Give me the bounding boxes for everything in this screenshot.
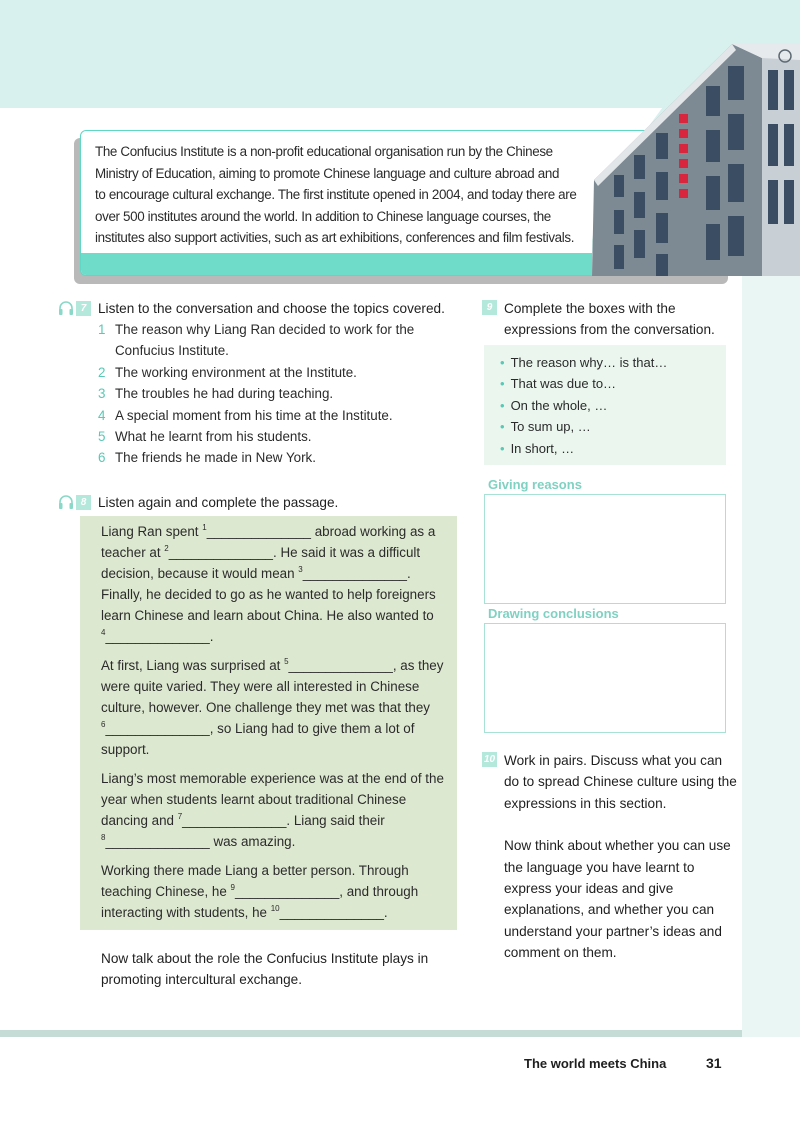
list-item [98, 362, 438, 383]
list-item [98, 447, 438, 468]
info-line: The Confucius Institute is a non-profit educational organisation run by the Chinese [95, 144, 553, 159]
list-item [98, 426, 438, 447]
list-item [500, 438, 726, 459]
list-number: 5 [98, 429, 106, 445]
expression-text: On the whole, … [510, 397, 608, 413]
passage-box [80, 516, 457, 930]
blank-number: 2 [164, 544, 169, 553]
passage-text: . Finally, he decided to go as he wanted to help foreigners learn Chinese and learn about China. He also wanted to [101, 566, 436, 623]
passage-paragraph [101, 521, 445, 647]
info-line: institutes also support activities, such as art exhibitions, conferences and film festivals. [95, 230, 575, 246]
blank-number: 4 [101, 628, 106, 637]
list-item [500, 395, 726, 416]
section-9-instruction: Complete the boxes with the expressions from the conversation. [504, 301, 715, 337]
expression-text: In short, … [510, 440, 575, 456]
list-item [500, 373, 726, 394]
page-number: 31 [706, 1055, 722, 1071]
list-text: What he learnt from his students. [115, 429, 312, 445]
expression-text: To sum up, … [510, 419, 591, 435]
list-number: 4 [98, 407, 106, 423]
passage-text: Liang Ran spent [101, 524, 203, 539]
passage-text: Liang’s most memorable experience was at the end of the year when students learnt about traditional Chinese dancing and [101, 771, 444, 828]
section-number-badge: 9 [482, 300, 497, 315]
blank-9[interactable]: ______________ [235, 884, 340, 899]
pair-work-paragraph: Work in pairs. Discuss what you can do to spread Chinese culture using the expressions in this section. [504, 753, 737, 811]
list-item [98, 405, 438, 426]
passage-text: . Liang said their [286, 813, 385, 828]
bullet-icon: • [500, 440, 505, 456]
institute-building-image [582, 40, 800, 276]
section-number-badge: 7 [76, 301, 91, 316]
section-10-header [482, 750, 502, 767]
topic-list [98, 319, 438, 469]
blank-1[interactable]: ______________ [206, 524, 311, 539]
blank-2[interactable]: ______________ [168, 545, 273, 560]
info-card-text [95, 141, 585, 249]
blank-number: 6 [101, 720, 106, 729]
list-item [98, 383, 438, 404]
blank-number: 5 [284, 657, 289, 666]
bottom-strip [0, 1030, 742, 1037]
passage-text: , as they were quite varied. They were all interested in Chinese culture, however. One challenge they met was that they [101, 658, 444, 715]
bullet-icon: • [500, 419, 505, 435]
list-text: The troubles he had during teaching. [115, 386, 334, 402]
section-7-header [58, 298, 458, 319]
reflection-paragraph: Now think about whether you can use the language you have learnt to express your ideas and give explanations, and whether you can understand your partner’s ideas and comment on them. [504, 838, 731, 961]
info-line: Ministry of Education, aiming to promote Chinese language and culture abroad and [95, 165, 560, 181]
section-number-badge: 10 [483, 754, 496, 765]
giving-reasons-box[interactable] [484, 494, 726, 604]
bullet-icon: • [500, 376, 505, 392]
expression-list [484, 345, 726, 465]
giving-reasons-label: Giving reasons [488, 477, 582, 492]
passage-paragraph [101, 655, 445, 760]
passage-text: At first, Liang was surprised at [101, 658, 285, 673]
section-number-badge: 8 [76, 495, 91, 510]
list-text: The working environment at the Institute. [115, 364, 357, 380]
blank-6[interactable]: ______________ [105, 721, 210, 736]
list-text: The reason why Liang Ran decided to work for the Confucius Institute. [115, 322, 415, 359]
blank-number: 1 [202, 523, 207, 532]
expression-text: That was due to… [510, 376, 617, 392]
passage-text: , so Liang had to give them a lot of support. [101, 721, 415, 757]
pair-work-text [504, 750, 740, 964]
drawing-conclusions-label: Drawing conclusions [488, 606, 619, 621]
info-line: to encourage cultural exchange. The first institute opened in 2004, and today there are [95, 187, 577, 203]
blank-5[interactable]: ______________ [288, 658, 393, 673]
list-number: 6 [98, 450, 106, 466]
list-text: The friends he made in New York. [115, 450, 316, 466]
blank-number: 8 [101, 833, 106, 842]
section-8-instruction: Listen again and complete the passage. [98, 495, 339, 510]
list-item [98, 319, 438, 362]
passage-text: . He said it was a difficult decision, because it would mean [101, 545, 421, 581]
list-number: 2 [98, 364, 106, 380]
blank-8[interactable]: ______________ [105, 834, 210, 849]
blank-number: 10 [270, 904, 280, 913]
list-number: 1 [98, 322, 106, 337]
info-line: over 500 institutes around the world. In addition to Chinese language courses, the [95, 208, 551, 224]
passage-text: abroad working as a teacher at [101, 524, 436, 560]
expression-text: The reason why… is that… [510, 355, 668, 370]
blank-10[interactable]: ______________ [279, 905, 384, 920]
headphones-icon [58, 494, 74, 510]
passage-text: , and through interacting with students, he [101, 884, 419, 920]
blank-number: 3 [298, 565, 303, 574]
blank-4[interactable]: ______________ [105, 629, 210, 644]
bullet-icon: • [500, 355, 505, 370]
list-item [500, 352, 726, 373]
blank-number: 9 [230, 883, 235, 892]
list-item [500, 416, 726, 437]
section-7-instruction: Listen to the conversation and choose the topics covered. [98, 301, 445, 316]
headphones-icon [58, 300, 74, 316]
blank-3[interactable]: ______________ [302, 566, 407, 581]
list-text: A special moment from his time at the Institute. [115, 407, 393, 423]
passage-paragraph [101, 768, 445, 852]
unit-title: The world meets China [524, 1056, 667, 1071]
passage-text: . [209, 629, 214, 644]
passage-paragraph [101, 860, 445, 923]
list-number: 3 [98, 386, 106, 402]
passage-text: was amazing. [209, 834, 296, 849]
bullet-icon: • [500, 397, 505, 413]
drawing-conclusions-box[interactable] [484, 623, 726, 733]
passage-text: . [383, 905, 388, 920]
discussion-prompt: Now talk about the role the Confucius Institute plays in promoting intercultural exchange. [101, 951, 429, 988]
blank-7[interactable]: ______________ [182, 813, 287, 828]
section-9-header [482, 298, 732, 340]
passage-text: Working there made Liang a better person. Through teaching Chinese, he [101, 863, 409, 899]
blank-number: 7 [177, 812, 183, 821]
section-8-header [58, 492, 458, 513]
